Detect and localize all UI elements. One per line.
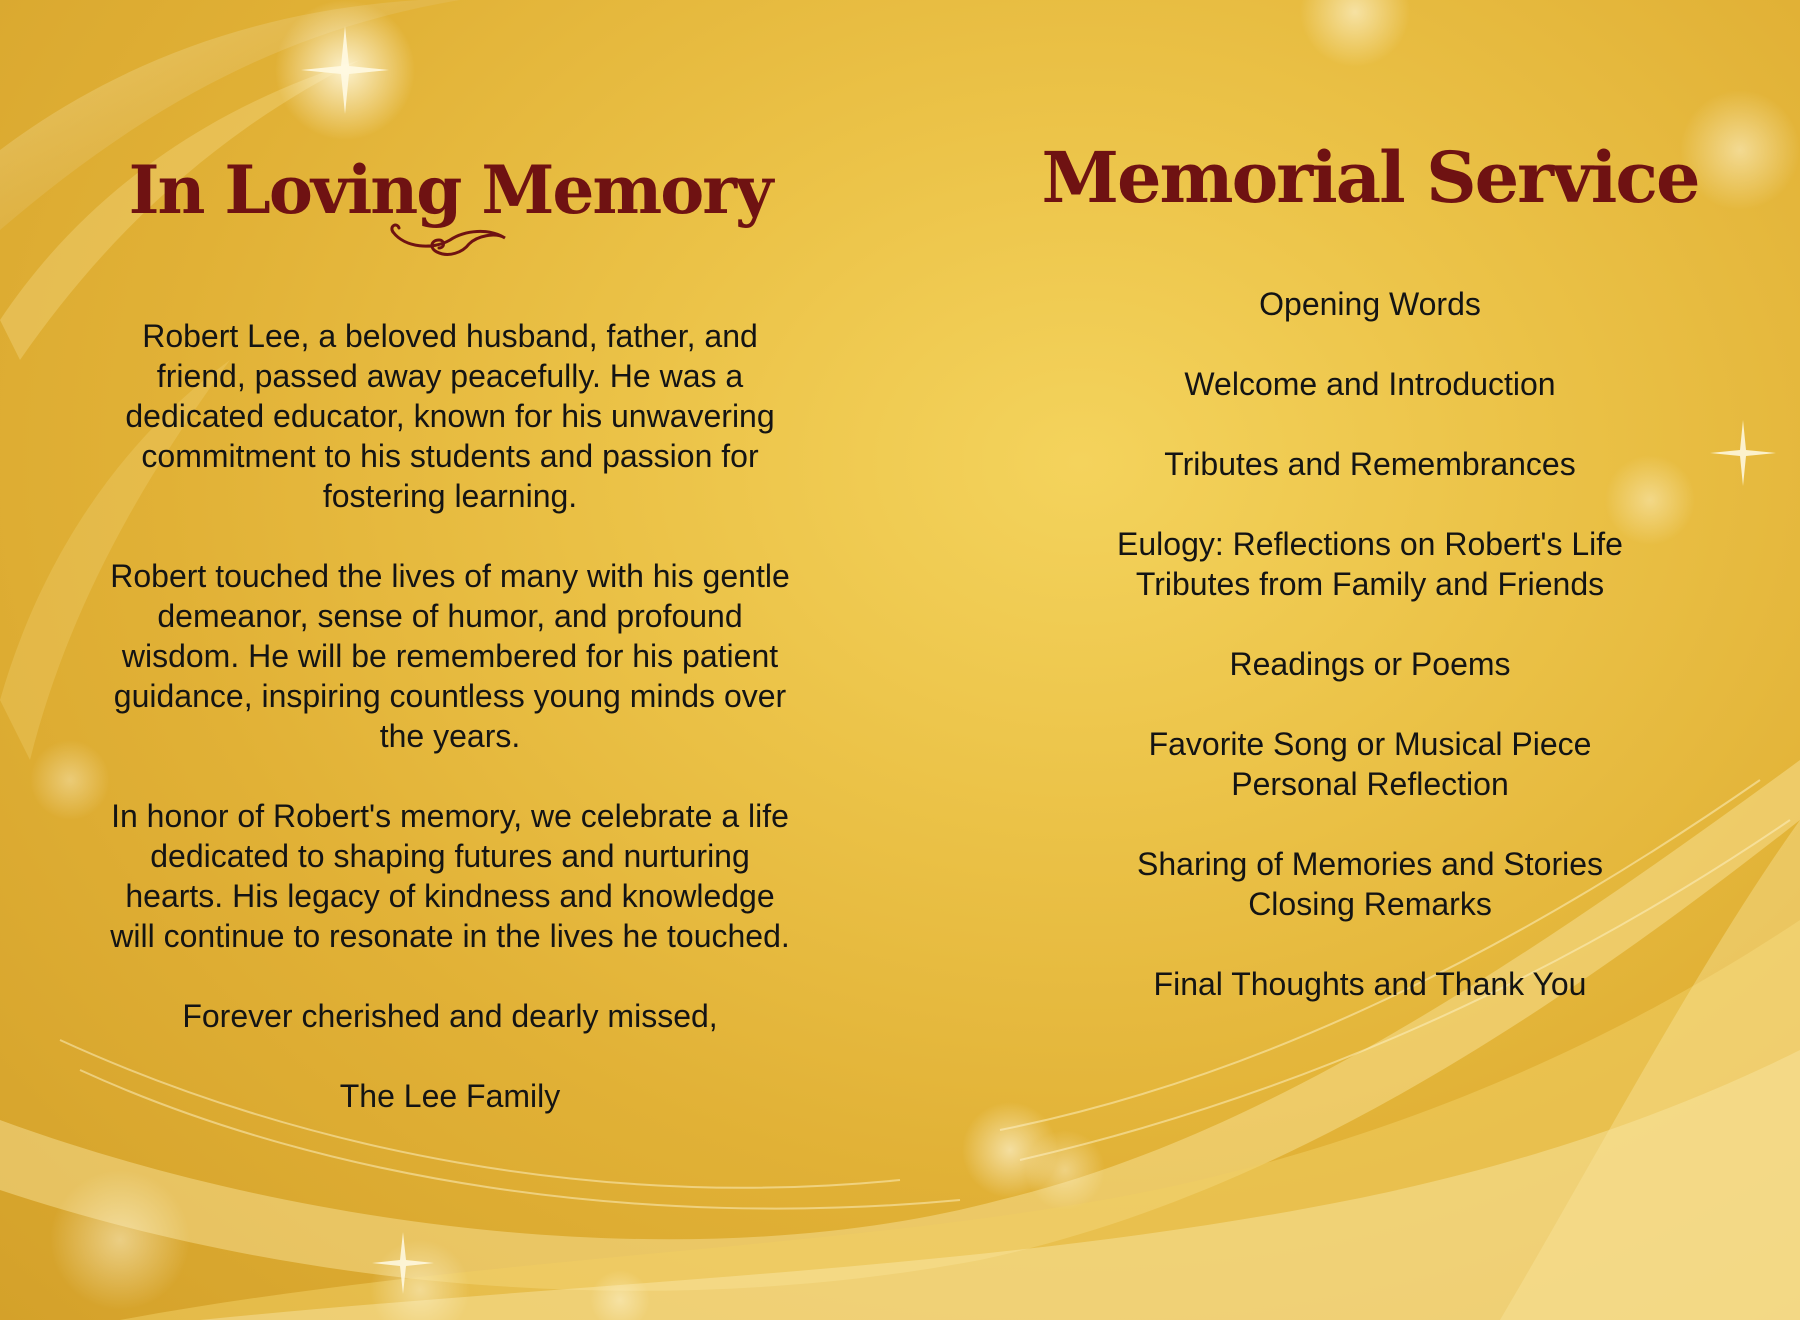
program-line: Closing Remarks: [1248, 886, 1492, 922]
program-line: Personal Reflection: [1231, 766, 1509, 802]
program-item: [1040, 364, 1700, 404]
program-item: [1040, 524, 1700, 604]
obituary-paragraph-1: Robert Lee, a beloved husband, father, and friend, passed away peacefully. He was a dedicated educator, known for his unwavering commitment to his students and passion for fostering learning.: [125, 318, 775, 514]
closing-line: Forever cherished and dearly missed,: [182, 998, 718, 1034]
program-line: Tributes and Remembrances: [1164, 446, 1576, 482]
obituary-text: [110, 316, 790, 1116]
program-line: Eulogy: Reflections on Robert's Life: [1117, 526, 1623, 562]
program-item: [1040, 724, 1700, 804]
program-item: [1040, 964, 1700, 1004]
in-loving-memory-heading: In Loving Memory: [128, 151, 772, 229]
program-item: [1040, 444, 1700, 484]
program-line: Tributes from Family and Friends: [1135, 566, 1605, 602]
memorial-service-heading: Memorial Service: [1041, 136, 1699, 219]
memorial-service-panel: [1040, 130, 1700, 1044]
program-line: Opening Words: [1259, 286, 1481, 322]
program-line: Final Thoughts and Thank You: [1153, 966, 1587, 1002]
family-signature: The Lee Family: [339, 1078, 561, 1114]
program-line: Readings or Poems: [1229, 646, 1511, 682]
program-item: [1040, 284, 1700, 324]
obituary-paragraph-3: In honor of Robert's memory, we celebrate a life dedicated to shaping futures and nurturing hearts. His legacy of kindness and knowledge will continue to resonate in the lives he touched.: [110, 798, 790, 954]
program-line: Favorite Song or Musical Piece: [1148, 726, 1592, 762]
in-loving-memory-panel: [110, 130, 790, 1156]
program-line: Sharing of Memories and Stories: [1137, 846, 1603, 882]
obituary-paragraph-2: Robert touched the lives of many with his gentle demeanor, sense of humor, and profound wisdom. He will be remembered for his patient guidance, inspiring countless young minds over the years.: [110, 558, 790, 754]
program-item: [1040, 844, 1700, 924]
service-program-list: [1040, 284, 1700, 1004]
program-line: Welcome and Introduction: [1184, 366, 1556, 402]
program-item: [1040, 644, 1700, 684]
